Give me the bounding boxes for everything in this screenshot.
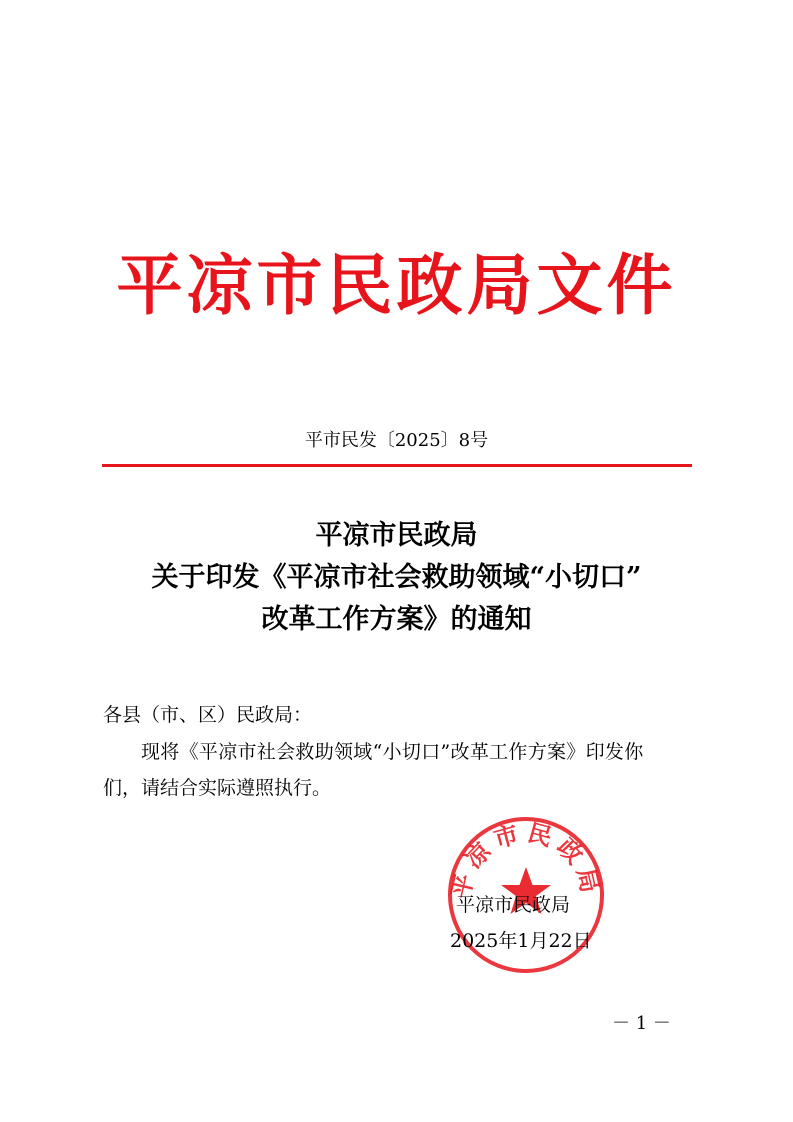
body-paragraph: [103, 734, 691, 806]
notice-title: [0, 515, 793, 641]
notice-title-line1: 平凉市民政局: [315, 520, 478, 551]
notice-title-line3: 改革工作方案》的通知: [261, 604, 532, 635]
document-number: 平市民发〔2025〕8号: [304, 430, 489, 451]
signature-org: 平凉市民政局: [456, 894, 571, 916]
document-header-title: 平凉市民政局文件: [116, 246, 677, 324]
body-line-1: 现将《平凉市社会救助领域“小切口”改革工作方案》印发你: [141, 741, 644, 763]
notice-title-line2: 关于印发《平凉市社会救助领域“小切口”: [151, 562, 642, 593]
salutation: 各县（市、区）民政局：: [103, 704, 313, 726]
body-line-2: 们，请结合实际遵照执行。: [103, 777, 332, 799]
red-divider: [102, 464, 692, 467]
seal-text: 平凉市民政局: [446, 817, 606, 902]
page-number: － 1 －: [612, 1013, 671, 1034]
signature-date: 2025年1月22日: [450, 930, 592, 952]
